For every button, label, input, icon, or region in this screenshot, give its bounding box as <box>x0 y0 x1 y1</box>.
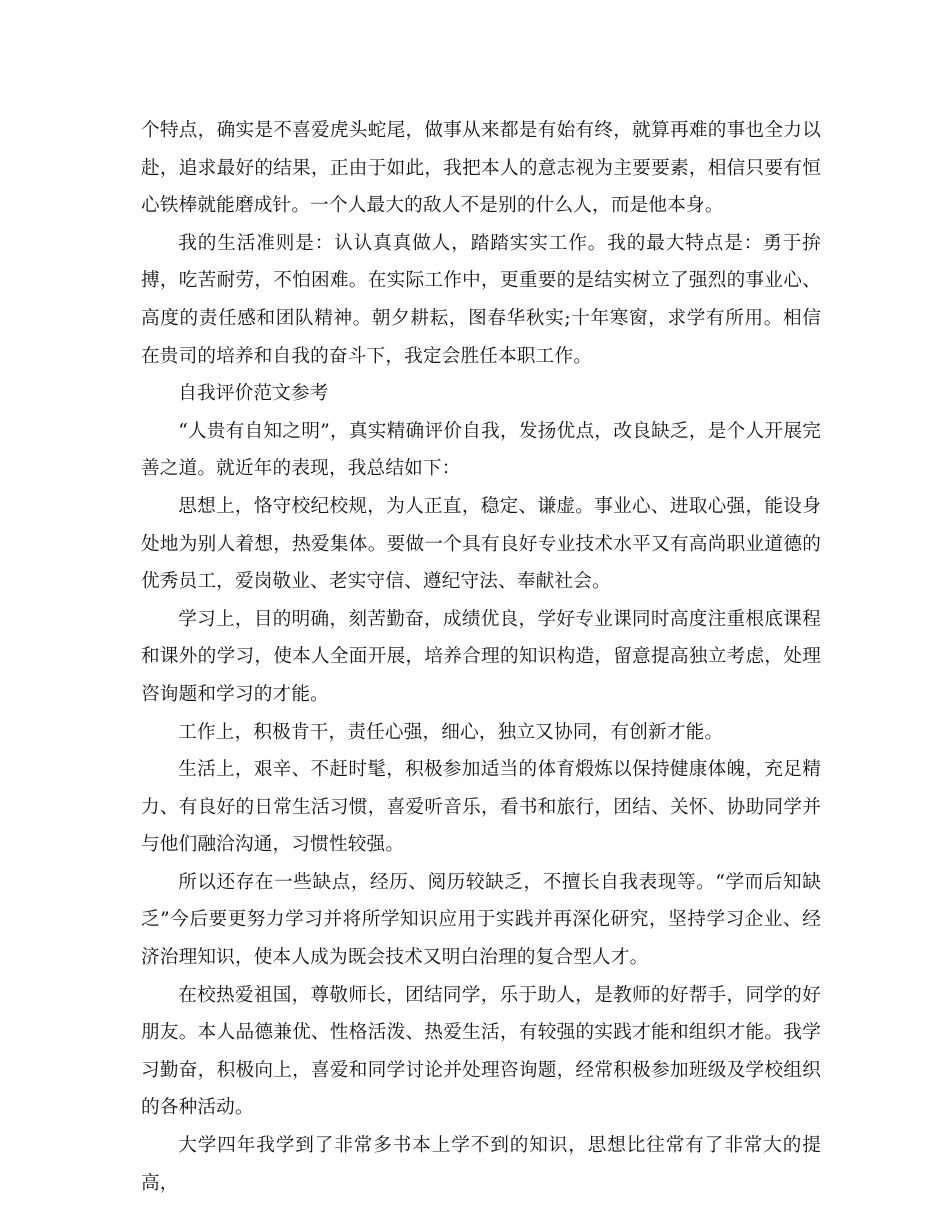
paragraph-2: 我的生活准则是：认认真真做人，踏踏实实工作。我的最大特点是：勇于拚搏，吃苦耐劳，不怕困难。在实际工作中，更重要的是结实树立了强烈的事业心、高度的责任感和团队精神。朝夕耕耘，图春华秋实;十年寒窗，求学有所用。相信在贵司的培养和自我的奋斗下，我定会胜任本职工作。 <box>141 232 821 367</box>
paragraph-8: 所以还存在一些缺点，经历、阅历较缺乏，不擅长自我表现等。“学而后知缺乏”今后要更努力学习并将所学知识应用于实践并再深化研究，坚持学习企业、经济治理知识，使本人成为既会技术又明白治理的复合型人才。 <box>141 871 821 969</box>
paragraph-4: 思想上，恪守校纪校规，为人正直，稳定、谦虚。事业心、进取心强，能设身处地为别人着想，热爱集体。要做一个具有良好专业技术水平又有高尚职业道德的优秀员工，爱岗敬业、老实守信、遵纪守法、奉献社会。 <box>141 495 821 593</box>
paragraph-6: 工作上，积极肯干，责任心强，细心，独立又协同，有创新才能。 <box>178 721 724 743</box>
paragraph-3: “人贵有自知之明”，真实精确评价自我，发扬优点，改良缺乏，是个人开展完善之道。就近年的表现，我总结如下： <box>141 420 821 480</box>
document-body <box>141 112 821 1202</box>
section-heading: 自我评价范文参考 <box>178 383 329 405</box>
paragraph-9: 在校热爱祖国，尊敬师长，团结同学，乐于助人，是教师的好帮手，同学的好朋友。本人品德兼优、性格活泼、热爱生活，有较强的实践才能和组织才能。我学习勤奋，积极向上，喜爱和同学讨论并处理咨询题，经常积极参加班级及学校组织的各种活动。 <box>141 984 821 1119</box>
paragraph-10: 大学四年我学到了非常多书本上学不到的知识，思想比往常有了非常大的提高， <box>141 1135 821 1194</box>
paragraph-5: 学习上，目的明确，刻苦勤奋，成绩优良，学好专业课同时高度注重根底课程和课外的学习，使本人全面开展，培养合理的知识构造，留意提高独立考虑，处理咨询题和学习的才能。 <box>141 608 821 705</box>
paragraph-1: 个特点，确实是不喜爱虎头蛇尾，做事从来都是有始有终，就算再难的事也全力以赴，追求最好的结果，正由于如此，我把本人的意志视为主要要素，相信只要有恒心铁棒就能磨成针。一个人最大的敌人不是别的什么人，而是他本身。 <box>141 120 821 217</box>
paragraph-7: 生活上，艰辛、不赶时髦，积极参加适当的体育煅炼以保持健康体魄，充足精力、有良好的日常生活习惯，喜爱听音乐，看书和旅行，团结、关怀、协助同学并与他们融洽沟通，习惯性较强。 <box>141 759 821 856</box>
